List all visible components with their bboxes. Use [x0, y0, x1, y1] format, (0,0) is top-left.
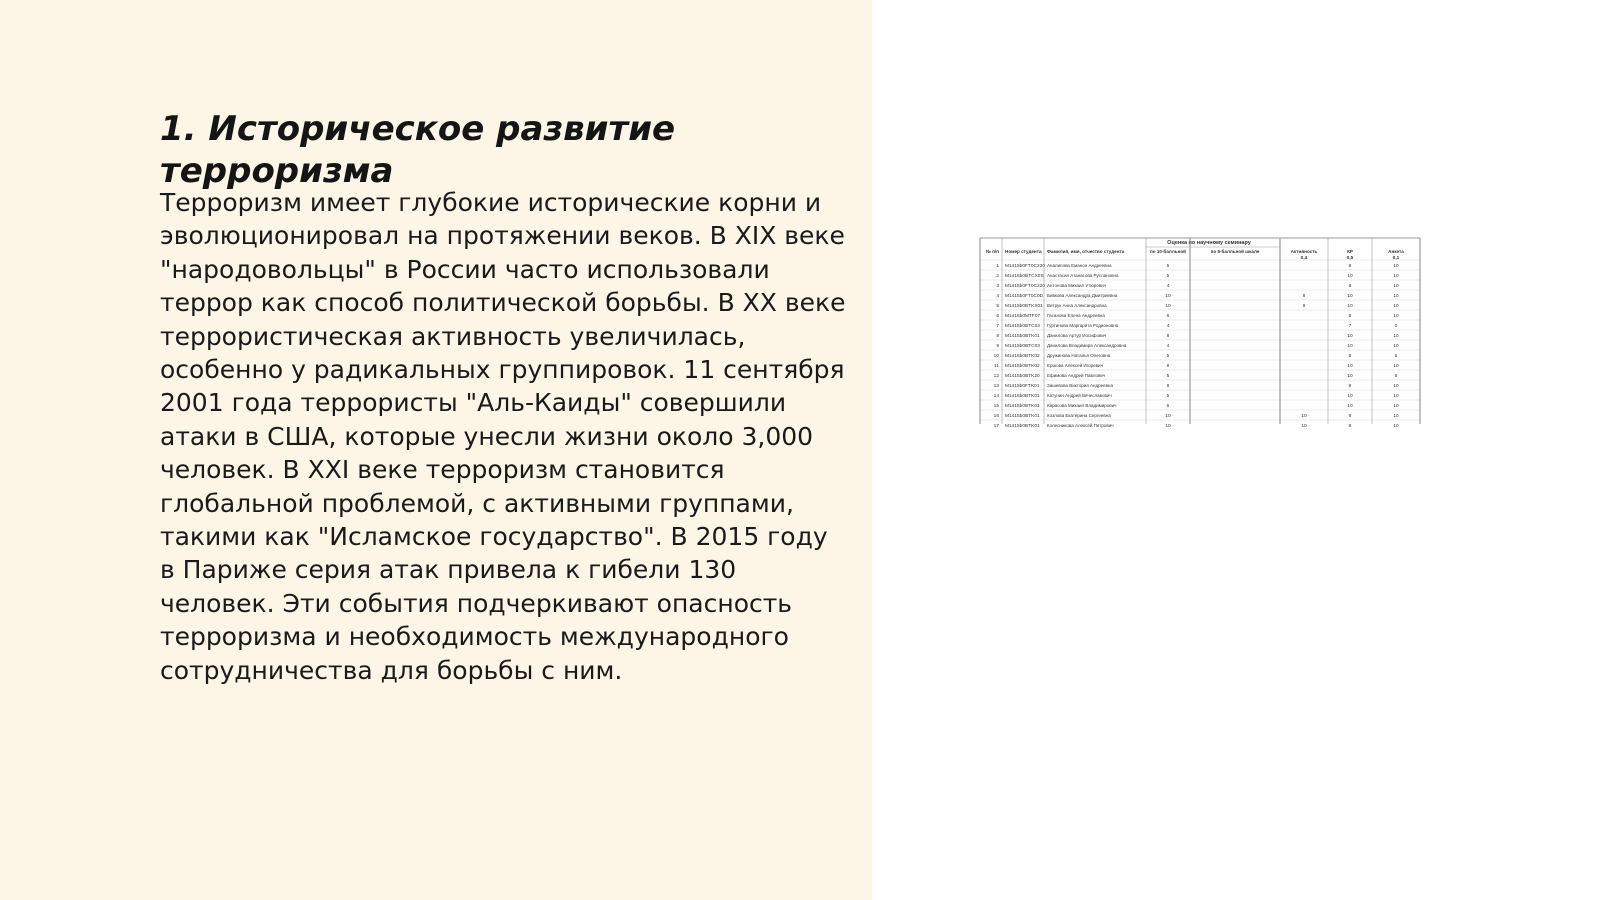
table-cell: 10 — [1347, 344, 1353, 349]
table-cell: Аналипова Еманон Андреевна — [1047, 263, 1112, 268]
table-cell: M1415b0FT0C0D — [1005, 294, 1044, 299]
table-header-cell: Анкета — [1388, 249, 1404, 254]
table-cell: 10 — [1393, 414, 1399, 419]
table-header-cell: по 10-балльной — [1150, 249, 1186, 254]
table-cell: M1415b0BTK01 — [1005, 424, 1040, 429]
table-cell: 8 — [1348, 424, 1352, 429]
table-cell: 10 — [1393, 394, 1399, 399]
table-cell: 10 — [1347, 364, 1353, 369]
table-header-group: Оценка по научному семинару — [1167, 240, 1251, 246]
right-panel — [872, 0, 1600, 900]
table-cell: 10 — [1347, 334, 1353, 339]
table-cell: 9 — [1348, 384, 1352, 389]
table-cell: 10 — [1393, 294, 1399, 299]
table-cell: Зашевова Виктория Андреевна — [1047, 383, 1114, 388]
table-cell: 8 — [1348, 314, 1352, 319]
table-cell: 10 — [1347, 304, 1353, 309]
table-cell: 8 — [1166, 384, 1170, 389]
table-cell: Данилова Владимира Александровна — [1047, 343, 1127, 348]
table-cell: 10 — [1393, 314, 1399, 319]
table-cell: Гуртинова Маргарита Родионовна — [1047, 323, 1119, 328]
table-cell: 17 — [993, 424, 999, 429]
table-cell: M1415b0BTK01 — [1005, 414, 1040, 419]
table-weight-cell: 0,1 — [1392, 256, 1400, 261]
table-cell: 5 — [1166, 374, 1170, 379]
table-cell: Бивкова Александра Дмитриевна — [1047, 293, 1118, 298]
table-cell: M1415b0BTK02 — [1005, 354, 1040, 359]
table-header-cell: Номер студента — [1005, 249, 1042, 254]
table-cell: 2 — [996, 274, 999, 279]
table-cell: Карасова Михаил Владимирович — [1047, 403, 1117, 408]
table-cell: 10 — [1393, 424, 1399, 429]
table-cell: M1415b0FTK01 — [1005, 384, 1040, 389]
table-cell: M1415b0FT0C220 — [1005, 264, 1045, 269]
table-header-cell: КР — [1347, 249, 1353, 254]
table-cell: 5 — [1394, 354, 1398, 359]
spreadsheet-image — [980, 238, 1420, 429]
table-cell: 10 — [1393, 344, 1399, 349]
table-cell: 9 — [1348, 414, 1352, 419]
table-cell: 10 — [1393, 404, 1399, 409]
table-cell: 10 — [1393, 274, 1399, 279]
table-cell: 10 — [1347, 404, 1353, 409]
table-cell: 5 — [1166, 354, 1170, 359]
table-cell: M1415b0BTKX01 — [1005, 304, 1043, 309]
table-cell: 10 — [1393, 264, 1399, 269]
table-cell: 8 — [1348, 264, 1352, 269]
table-cell: 4 — [1166, 344, 1170, 349]
table-weight-cell: 0,4 — [1300, 256, 1308, 261]
table-cell: 5 — [996, 304, 999, 309]
table-cell: 10 — [1393, 364, 1399, 369]
table-cell: Анастасия Атанасова Руслановна — [1047, 273, 1119, 278]
table-cell: 8 — [1348, 284, 1352, 289]
table-cell: 6 — [1166, 314, 1170, 319]
table-cell: 10 — [1393, 284, 1399, 289]
table-cell: 14 — [993, 394, 999, 399]
table-cell: 9 — [1302, 304, 1306, 309]
table-cell: 10 — [1347, 394, 1353, 399]
table-cell: 4 — [1166, 284, 1170, 289]
table-background — [980, 238, 1420, 424]
table-cell: 8 — [996, 334, 999, 339]
table-cell: 15 — [993, 404, 999, 409]
table-cell: M1415b0BTK01 — [1005, 334, 1040, 339]
table-cell: Ефимова Андрей Павлович — [1047, 373, 1106, 378]
table-cell: 10 — [1347, 294, 1353, 299]
table-cell: 5 — [1166, 274, 1170, 279]
table-cell: M1415b0BTC03 — [1005, 324, 1040, 329]
table-cell: M1415b0FT0C220 — [1005, 284, 1045, 289]
table-cell: 10 — [1165, 424, 1171, 429]
table-cell: 10 — [1165, 304, 1171, 309]
table-cell: Ершова Алексей Игоревич — [1047, 363, 1103, 368]
table-weight-cell: 0,5 — [1346, 256, 1354, 261]
table-header-cell: № п/п — [985, 249, 999, 254]
table-cell: 4 — [996, 294, 999, 299]
spreadsheet-svg — [980, 238, 1420, 429]
table-cell: 5 — [1166, 264, 1170, 269]
table-cell: 10 — [1393, 304, 1399, 309]
table-cell: 10 — [993, 354, 999, 359]
table-cell: 1 — [996, 264, 999, 269]
table-header-cell: Активность — [1290, 249, 1318, 254]
table-cell: Дружинова Наталья Олеговна — [1047, 353, 1111, 358]
table-cell: 10 — [1165, 294, 1171, 299]
table-cell: 7 — [1348, 324, 1352, 329]
slide-body-text: Терроризм имеет глубокие исторические корни и эволюционировал на протяжении веков. В XIX веке "народовольцы" в России часто использовали террор как способ политической борьбы. В XX веке террористическая активность увеличилась, особенно у радикальных группировок. 11 сентября 2001 года террористы "Аль-Каиды" совершили атаки в США, которые унесли жизни около 3,000 человек. В XXI веке терроризм становится глобальной проблемой, с активными группами, такими как "Исламское государство". В 2015 году в Париже серия атак привела к гибели 130 человек. Эти события подчеркивают опасность терроризма и необходимость международного сотрудничества для борьбы с ним. — [160, 188, 846, 685]
slide-title: 1. Историческое развитие терроризма — [160, 109, 676, 191]
table-cell: Катунин Андрей Вячеславович — [1047, 393, 1112, 398]
table-cell: 10 — [1301, 424, 1307, 429]
table-cell: Антонова Михаил Утюрович — [1047, 283, 1106, 288]
table-cell: 13 — [993, 384, 999, 389]
table-cell: 4 — [1166, 324, 1170, 329]
table-cell: Козлова Екатерина Сергеевна — [1047, 413, 1111, 418]
table-cell: 3 — [996, 284, 999, 289]
table-header-cell: Фамилия, имя, отчество студента — [1047, 249, 1125, 254]
table-cell: 7 — [996, 324, 999, 329]
table-cell: Данилова Артур Иосифович — [1047, 333, 1107, 338]
table-cell: 10 — [1301, 414, 1307, 419]
table-cell: 0 — [1394, 324, 1398, 329]
table-cell: 5 — [1394, 374, 1398, 379]
table-cell: 10 — [1393, 384, 1399, 389]
table-cell: M1415b0BTCX0S — [1005, 274, 1044, 279]
table-cell: 10 — [1393, 334, 1399, 339]
table-cell: 12 — [993, 374, 999, 379]
table-cell: 11 — [994, 364, 999, 369]
table-cell: M1415b0BTK20 — [1005, 374, 1040, 379]
table-cell: 9 — [996, 344, 999, 349]
table-cell: M1415b0BTK02 — [1005, 364, 1040, 369]
table-cell: M1415b0BTK01 — [1005, 404, 1040, 409]
table-cell: M1415b0MTF07 — [1005, 314, 1041, 319]
table-cell: 8 — [1166, 364, 1170, 369]
table-cell: Колесникова Алексей Петрович — [1047, 423, 1114, 428]
table-cell: 10 — [1347, 274, 1353, 279]
table-cell: 16 — [993, 414, 999, 419]
table-cell: 8 — [1302, 294, 1306, 299]
table-cell: 8 — [1166, 334, 1170, 339]
table-cell: 10 — [1165, 414, 1171, 419]
table-cell: 8 — [1348, 354, 1352, 359]
table-cell: 6 — [996, 314, 999, 319]
table-header-cell: по 5-балльной шкале — [1210, 249, 1260, 254]
table-cell: 5 — [1166, 394, 1170, 399]
table-cell: M1415b0BTC03 — [1005, 344, 1040, 349]
table-cell: Витрук Анна Александровна — [1047, 303, 1107, 308]
table-cell: Гасанова Елена Андреевна — [1047, 313, 1105, 318]
table-cell: 6 — [1166, 404, 1170, 409]
table-cell: M1415b0BTK01 — [1005, 394, 1040, 399]
table-cell: 10 — [1347, 374, 1353, 379]
